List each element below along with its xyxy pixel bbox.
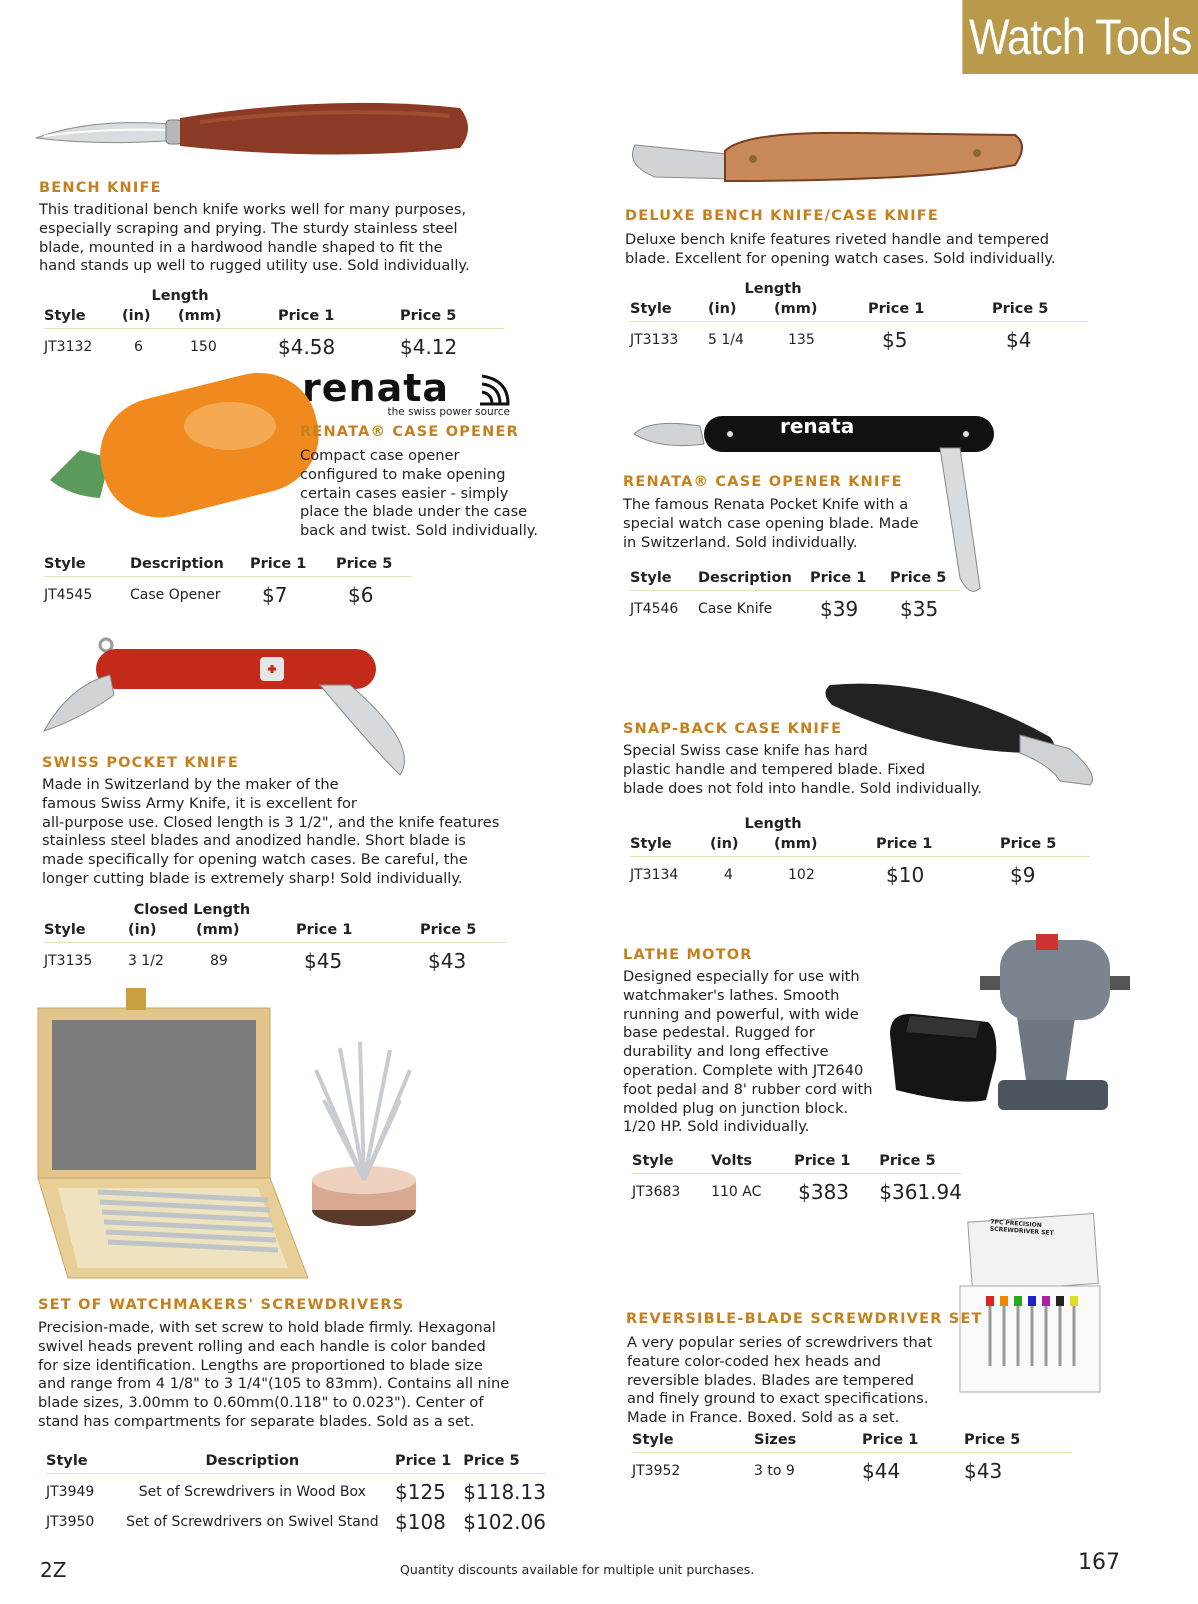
box-label: 7PC PRECISION SCREWDRIVER SET [989,1218,1054,1237]
deluxe-knife-image [625,125,1025,185]
lathe-motor-description: Designed especially for use with watchmaker's lathes. Smooth running and powerful, with wide base pedestal. Rugged for durability and long effective operation. Complete with JT2640 foot pedal and 8' rubber cord with molded plug on junction block. 1/20 HP. Sold individually. [623,968,873,1136]
reversible-screwdriver-set-image [960,1216,1100,1394]
snap-back-title: SNAP-BACK CASE KNIFE [623,721,843,737]
length-group-header: Length [151,288,209,304]
reversible-set-spec-table: Style Sizes Price 1 Price 5 JT3952 3 to 9 $44 $43 [632,1432,1072,1483]
section-tab-title: Watch Tools [962,0,1198,74]
table-row: JT3133 5 1/4 135 $5 $4 [630,328,1032,352]
swiss-knife-description: Made in Switzerland by the maker of the famous Swiss Army Knife, it is excellent for all-purpose use. Closed length is 3 1/2", and the knife features stainless steel blades and anodized handle. Short blade is made specifically for opening watch cases. Be careful, the longer cutting blade is extremely sharp! Sold individually. [42,776,500,887]
lathe-motor-image [890,930,1130,1130]
snap-back-description: Special Swiss case knife has hard plastic handle and tempered blade. Fixed blade does not fold into handle. Sold individually. [623,742,982,797]
case-opener-title: RENATA® CASE OPENER [300,424,519,440]
swiss-knife-spec-table: Closed Length Style (in) (mm) Price 1 Price 5 JT3135 3 1/2 89 $45 $43 [44,902,506,973]
closed-length-group-header: Closed Length [133,902,251,918]
case-knife-title: RENATA® CASE OPENER KNIFE [623,474,903,490]
lathe-motor-title: LATHE MOTOR [623,947,753,963]
bench-knife-image [30,100,480,170]
bench-knife-title: BENCH KNIFE [39,180,162,196]
table-row: JT3134 4 102 $10 $9 [630,863,1036,887]
swiss-knife-title: SWISS POCKET KNIFE [42,755,239,771]
screwdrivers-title: SET OF WATCHMAKERS' SCREWDRIVERS [38,1297,405,1313]
screwdrivers-spec-table: Style Description Price 1 Price 5 JT3949 Set of Screwdrivers in Wood Box $125 $118.13 JT3950 Set of Screwdrivers on Swivel Stand $108 $102.06 [46,1453,546,1534]
length-group-header: Length [744,281,802,297]
page-number: 167 [1078,1550,1120,1575]
case-knife-spec-table: Style Description Price 1 Price 5 JT4546 Case Knife $39 $35 [630,570,960,621]
deluxe-knife-spec-table: Length Style (in) (mm) Price 1 Price 5 JT3133 5 1/4 135 $5 $4 [630,281,1088,352]
table-row: JT4545 Case Opener $7 $6 [44,583,374,607]
table-row: JT3949 Set of Screwdrivers in Wood Box $125 $118.13 [46,1480,546,1504]
table-row: JT3950 Set of Screwdrivers on Swivel Stand $108 $102.06 [46,1510,546,1534]
left-page-number: 2Z [40,1558,67,1582]
footer-note: Quantity discounts available for multiple unit purchases. [400,1562,755,1577]
case-opener-spec-table: Style Description Price 1 Price 5 JT4545 Case Opener $7 $6 [44,556,412,607]
case-opener-description: Compact case opener configured to make opening certain cases easier - simply place the blade under the case back and twist. Sold individually. [300,447,538,540]
reversible-set-description: A very popular series of screwdrivers that feature color-coded hex heads and reversible blades. Blades are tempered and finely ground to exact specifications. Made in France. Boxed. Sold as a set. [627,1334,933,1427]
table-row: JT4546 Case Knife $39 $35 [630,597,939,621]
wood-box-screwdriver-set-image [38,988,308,1278]
case-opener-image [40,380,280,520]
table-row: JT3683 110 AC $383 $361.94 [632,1180,962,1204]
table-row: JT3132 6 150 $4.58 $4.12 [44,335,458,359]
signal-waves-icon [478,374,512,406]
screwdrivers-description: Precision-made, with set screw to hold blade firmly. Hexagonal swivel heads prevent rolling and each handle is color banded for size identification. Lengths are proportioned to blade size and range from 4 1/8" to 3 1/4"(105 to 83mm). Contains all nine blade sizes, 3.00mm to 0.60mm(0.118" to 0.023"). Center of stand has compartments for separate blades. Sold as a set. [38,1319,510,1430]
bench-knife-description: This traditional bench knife works well for many purposes, especially scraping and prying. The sturdy stainless steel blade, mounted in a hardwood handle shaped to fit the hand stands up well to rugged utility use. Sold individually. [39,201,470,275]
renata-logo: renata the swiss power source [302,366,510,418]
deluxe-knife-title: DELUXE BENCH KNIFE/CASE KNIFE [625,208,939,224]
snap-back-spec-table: Length Style (in) (mm) Price 1 Price 5 JT3134 4 102 $10 $9 [630,816,1090,887]
case-knife-logo: renata [780,414,855,438]
bench-knife-spec-table: Length Style (in) (mm) Price 1 Price 5 JT3132 6 150 $4.58 $4.12 [44,288,504,359]
reversible-set-title: REVERSIBLE-BLADE SCREWDRIVER SET [626,1311,983,1327]
table-row: JT3135 3 1/2 89 $45 $43 [44,949,467,973]
length-group-header: Length [744,816,802,832]
deluxe-knife-description: Deluxe bench knife features riveted handle and tempered blade. Excellent for opening watch cases. Sold individually. [625,231,1056,267]
table-row: JT3952 3 to 9 $44 $43 [632,1459,1003,1483]
case-knife-description: The famous Renata Pocket Knife with a special watch case opening blade. Made in Switzerland. Sold individually. [623,496,919,551]
swivel-stand-screwdriver-set-image [300,1040,430,1230]
lathe-motor-spec-table: Style Volts Price 1 Price 5 JT3683 110 AC $383 $361.94 [632,1153,962,1204]
